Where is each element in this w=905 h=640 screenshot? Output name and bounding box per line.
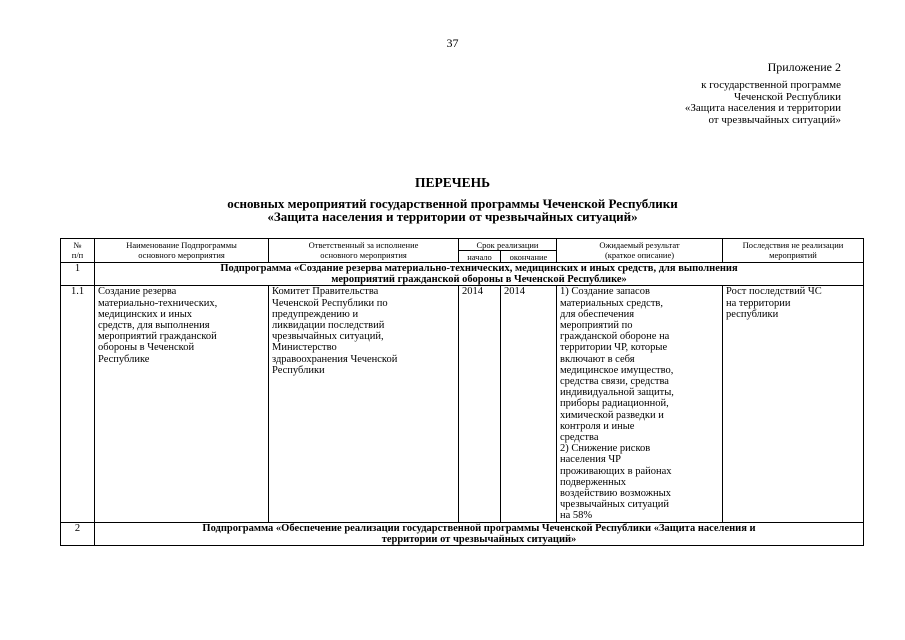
header-consequence bbox=[723, 239, 864, 263]
cell-line: Министерство bbox=[272, 342, 337, 354]
appendix-title: Приложение 2 bbox=[767, 60, 841, 74]
result-cell bbox=[557, 286, 723, 522]
header-result-line: Ожидаемый результат bbox=[599, 240, 680, 250]
header-start: начало bbox=[459, 251, 501, 263]
subprogram-title bbox=[95, 263, 864, 286]
cell-line: химической разведки и bbox=[560, 409, 664, 421]
appendix-line: Чеченской Республики bbox=[733, 90, 841, 103]
row-number: 1 bbox=[61, 263, 95, 286]
start-year-cell: 2014 bbox=[459, 286, 501, 522]
cell-line: приборы радиационной, bbox=[560, 398, 669, 410]
appendix-line: от чрезвычайных ситуаций» bbox=[708, 113, 841, 126]
appendix-block bbox=[685, 80, 841, 126]
subprogram-title-line: территории от чрезвычайных ситуаций» bbox=[381, 533, 577, 545]
end-year-cell: 2014 bbox=[501, 286, 557, 522]
row-number: 1.1 bbox=[61, 286, 95, 522]
consequence-cell bbox=[723, 286, 864, 522]
header-num-line: п/п bbox=[71, 250, 84, 260]
cell-line: медицинское имущество, bbox=[560, 364, 674, 376]
subprogram-title-line: Подпрограмма «Создание резерва материально-технических, медицинских и иных средств, для выполнения bbox=[220, 263, 738, 274]
cell-line: мероприятий гражданской bbox=[98, 331, 217, 343]
cell-line: Республики bbox=[272, 364, 325, 376]
cell-line: 2) Снижение рисков bbox=[560, 443, 651, 455]
subprogram-title-line: мероприятий гражданской обороны в Чеченской Республике» bbox=[331, 274, 627, 286]
header-consequence-line: Последствия не реализации bbox=[742, 240, 844, 250]
event-name-cell bbox=[95, 286, 269, 522]
cell-line: чрезвычайных ситуаций, bbox=[272, 331, 384, 343]
cell-line: на 58% bbox=[560, 510, 593, 522]
cell-line: включают в себя bbox=[560, 353, 635, 365]
cell-line: Чеченской Республики по bbox=[272, 297, 388, 309]
cell-line: гражданской обороне на bbox=[560, 331, 670, 343]
cell-line: республики bbox=[726, 308, 779, 320]
header-result bbox=[557, 239, 723, 263]
cell-line: проживающих в районах bbox=[560, 465, 672, 477]
header-responsible bbox=[269, 239, 459, 263]
header-consequence-line: мероприятий bbox=[769, 250, 817, 260]
header-responsible-line: Ответственный за исполнение bbox=[308, 240, 419, 250]
cell-line: воздействию возможных bbox=[560, 488, 671, 500]
title-line: основных мероприятий государственной программы Чеченской Республики bbox=[227, 196, 678, 211]
cell-line: Рост последствий ЧС bbox=[726, 286, 822, 298]
cell-line: населения ЧР bbox=[560, 454, 621, 466]
header-name-line: основного мероприятия bbox=[138, 250, 225, 260]
cell-line: Создание резерва bbox=[98, 286, 177, 298]
cell-line: подверженных bbox=[560, 476, 627, 488]
subprogram-row bbox=[61, 522, 864, 545]
cell-line: обороны в Чеченской bbox=[98, 342, 195, 354]
cell-line: здравоохранения Чеченской bbox=[272, 353, 398, 365]
header-responsible-line: основного мероприятия bbox=[320, 250, 407, 260]
header-end: окончание bbox=[501, 251, 557, 263]
header-num-line: № bbox=[73, 240, 82, 250]
cell-line: Республике bbox=[98, 353, 150, 365]
document-title bbox=[0, 176, 905, 223]
subprogram-row bbox=[61, 263, 864, 286]
cell-line: мероприятий по bbox=[560, 320, 633, 332]
cell-line: медицинских и иных bbox=[98, 308, 193, 320]
cell-line: 1) Создание запасов bbox=[560, 286, 650, 298]
cell-line: для обеспечения bbox=[560, 308, 635, 320]
events-table bbox=[60, 238, 864, 546]
title-main: ПЕРЕЧЕНЬ bbox=[414, 175, 491, 190]
cell-line: средств, для выполнения bbox=[98, 320, 210, 332]
header-name-line: Наименование Подпрограммы bbox=[126, 240, 237, 250]
cell-line: территории ЧР, которые bbox=[560, 342, 668, 354]
subprogram-title bbox=[95, 522, 864, 545]
subprogram-title-line: Подпрограмма «Обеспечение реализации государственной программы Чеченской Республики «Защита населения и bbox=[202, 522, 756, 534]
header-num bbox=[61, 239, 95, 263]
cell-line: на территории bbox=[726, 297, 791, 309]
cell-line: материальных средств, bbox=[560, 297, 664, 309]
header-result-line: (краткое описание) bbox=[604, 250, 675, 260]
cell-line: предупреждению и bbox=[272, 308, 359, 320]
cell-line: чрезвычайных ситуаций bbox=[560, 499, 669, 511]
responsible-cell bbox=[269, 286, 459, 522]
header-name bbox=[95, 239, 269, 263]
table-row bbox=[61, 286, 864, 522]
cell-line: контроля и иные bbox=[560, 420, 635, 432]
title-line: «Защита населения и территории от чрезвычайных ситуаций» bbox=[267, 209, 638, 224]
cell-line: средства bbox=[560, 432, 599, 444]
page-number: 37 bbox=[446, 36, 459, 50]
header-period: Срок реализации bbox=[459, 239, 557, 251]
cell-line: материально-технических, bbox=[98, 297, 218, 309]
cell-line: Комитет Правительства bbox=[272, 286, 379, 298]
cell-line: ликвидации последствий bbox=[272, 320, 385, 332]
table-header-row bbox=[61, 239, 864, 251]
row-number: 2 bbox=[61, 522, 95, 545]
appendix-line: «Защита населения и территории bbox=[684, 102, 841, 114]
cell-line: индивидуальной защиты, bbox=[560, 387, 674, 399]
cell-line: средства связи, средства bbox=[560, 376, 669, 388]
appendix-line: к государственной программе bbox=[701, 79, 841, 91]
